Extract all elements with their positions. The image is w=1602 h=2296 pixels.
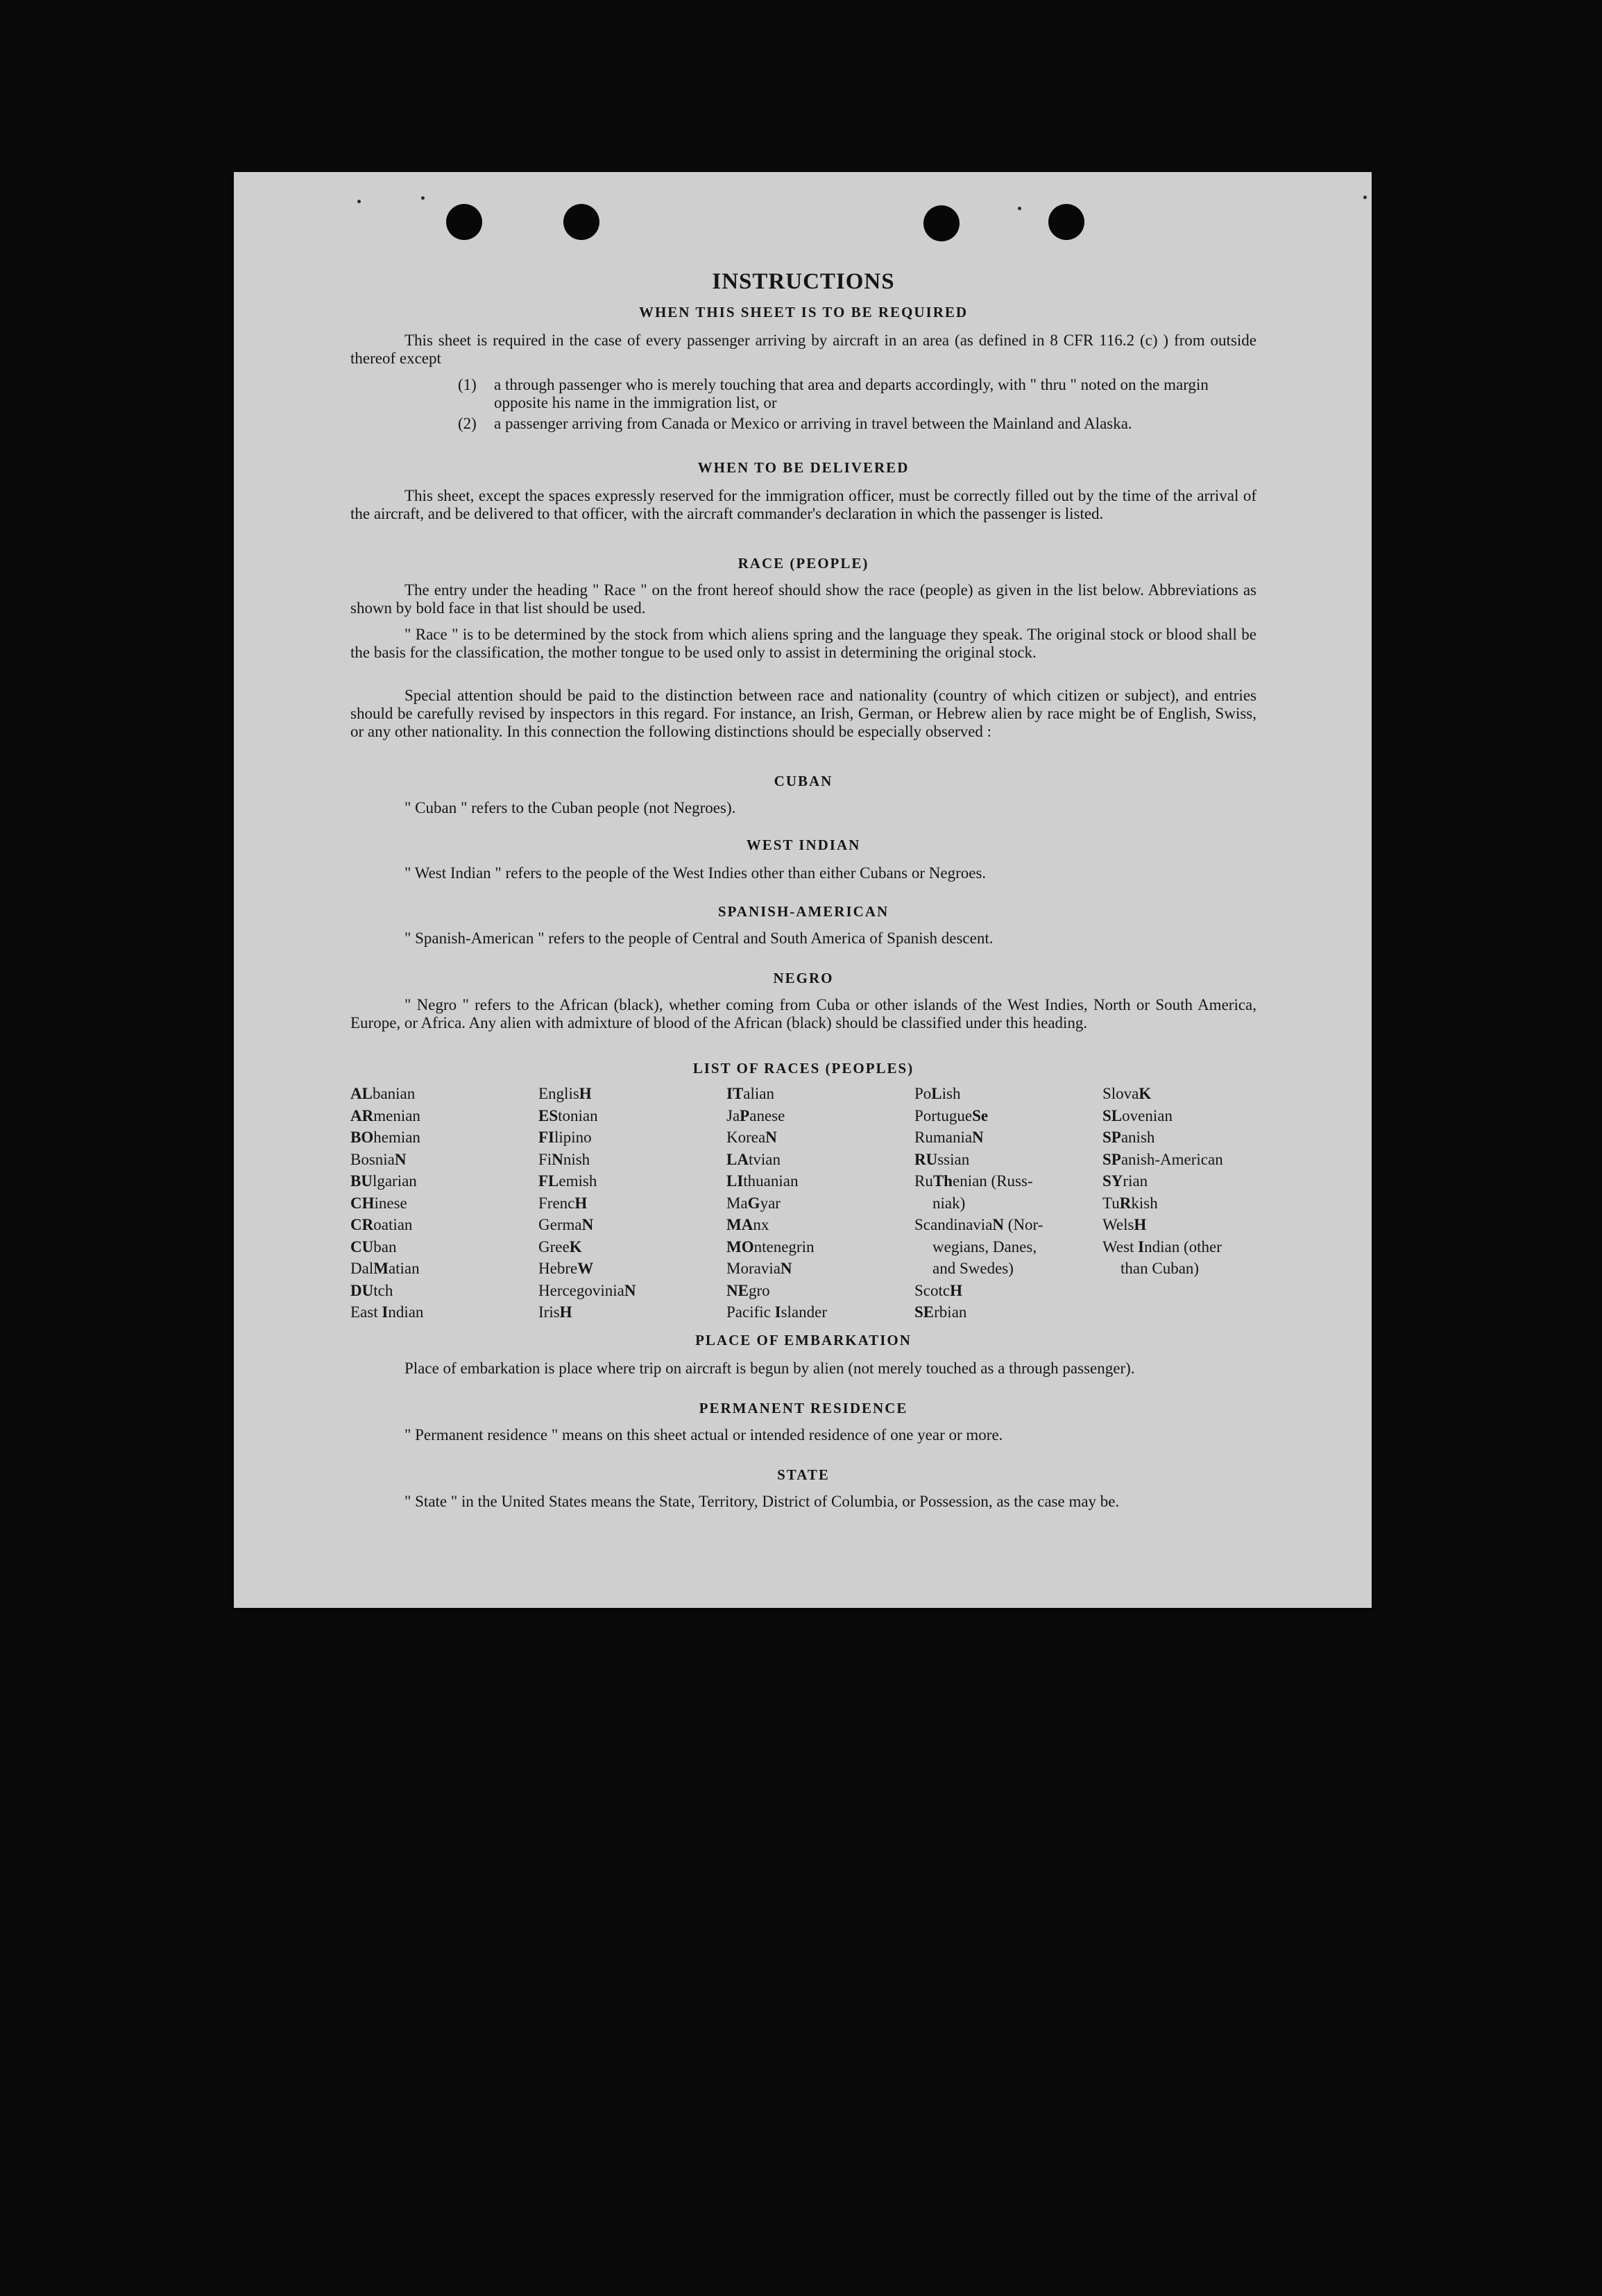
heading-cuban: CUBAN bbox=[774, 773, 833, 789]
race-entry: GermaN bbox=[538, 1216, 594, 1233]
race-entry: CRoatian bbox=[350, 1216, 413, 1233]
speck bbox=[421, 196, 425, 200]
race-entry: BOhemian bbox=[350, 1129, 420, 1146]
race-entry: CUban bbox=[350, 1237, 397, 1256]
heading-west-indian: WEST INDIAN bbox=[746, 837, 861, 853]
race-entry: WelsH bbox=[1102, 1216, 1147, 1233]
heading-negro: NEGRO bbox=[773, 970, 834, 986]
race-entry: HebreW bbox=[538, 1260, 594, 1277]
race-entry: TuRkish bbox=[1102, 1194, 1158, 1212]
race-entry: ARmenian bbox=[350, 1106, 420, 1124]
punch-hole bbox=[563, 204, 599, 240]
page-title: INSTRUCTIONS bbox=[712, 269, 895, 294]
para-cuban: " Cuban " refers to the Cuban people (not Negroes). bbox=[404, 799, 736, 816]
speck bbox=[1018, 207, 1021, 210]
race-entry: East Indian bbox=[350, 1303, 424, 1321]
para-when-required: This sheet is required in the case of every passenger arriving by aircraft in an area (as defined in 8 CFR 116.2 (c) ) from outside thereof except bbox=[350, 332, 1256, 367]
race-entry: Pacific Islander bbox=[726, 1303, 827, 1321]
heading-permanent-residence: PERMANENT RESIDENCE bbox=[699, 1400, 908, 1416]
race-entry: MoraviaN bbox=[726, 1260, 792, 1277]
exception-item-1 bbox=[458, 376, 1256, 412]
race-entry: LIthuanian bbox=[726, 1172, 799, 1190]
speck bbox=[357, 200, 361, 203]
race-entry: SLovenian bbox=[1102, 1106, 1173, 1124]
race-entry: DalMatian bbox=[350, 1260, 420, 1277]
race-entry: RuThenian (Russ- bbox=[914, 1172, 1033, 1190]
race-entry: EStonian bbox=[538, 1106, 598, 1124]
para-west-indian: " West Indian " refers to the people of the West Indies other than either Cubans or Negroes. bbox=[404, 864, 987, 882]
race-entry: LAtvian bbox=[726, 1150, 781, 1168]
race-entry: MOntenegrin bbox=[726, 1237, 815, 1256]
race-entry: FIlipino bbox=[538, 1129, 592, 1146]
race-entry: SYrian bbox=[1102, 1172, 1148, 1190]
para-race-3: Special attention should be paid to the distinction between race and nationality (country of which citizen or subject), and entries should be carefully revised by inspectors in this regard. For instance, an Irish, German, or Hebrew alien by race might be of English, Swiss, or any other nationality. In this connection the following distinctions should be especially observed : bbox=[350, 687, 1256, 740]
race-entry: GreeK bbox=[538, 1237, 582, 1256]
race-entry: ScotcH bbox=[914, 1281, 962, 1299]
punch-hole bbox=[446, 204, 482, 240]
race-entry: CHinese bbox=[350, 1194, 407, 1212]
race-entry: ITalian bbox=[726, 1085, 774, 1102]
para-permanent-residence: " Permanent residence " means on this sheet actual or intended residence of one year or more. bbox=[404, 1426, 1003, 1443]
race-entry: DUtch bbox=[350, 1281, 393, 1299]
speck bbox=[1363, 196, 1367, 199]
document-sheet bbox=[234, 172, 1372, 1608]
item-text: a through passenger who is merely touching that area and departs accordingly, with " thru " noted on the margin opposite his name in the immigration list, or bbox=[494, 376, 1209, 411]
race-entry: ALbanian bbox=[350, 1085, 416, 1102]
item-number: (1) bbox=[458, 376, 477, 393]
race-column bbox=[1102, 1083, 1262, 1280]
race-entry: FrencH bbox=[538, 1194, 588, 1212]
race-entry: PoLish bbox=[914, 1085, 961, 1102]
para-state: " State " in the United States means the State, Territory, District of Columbia, or Possession, as the case may be. bbox=[404, 1493, 1120, 1510]
race-entry: than Cuban) bbox=[1120, 1260, 1200, 1277]
item-number: (2) bbox=[458, 415, 477, 432]
heading-state: STATE bbox=[777, 1466, 830, 1483]
item-text: a passenger arriving from Canada or Mexico or arriving in travel between the Mainland and Alaska. bbox=[494, 415, 1132, 432]
heading-list-of-races: LIST OF RACES (PEOPLES) bbox=[692, 1060, 914, 1077]
race-entry: NEgro bbox=[726, 1281, 770, 1299]
race-column bbox=[538, 1083, 726, 1323]
para-when-delivered: This sheet, except the spaces expressly reserved for the immigration officer, must be correctly filled out by the time of the arrival of the aircraft, and be delivered to that officer, with the aircraft commander's declaration in which the passenger is listed. bbox=[350, 487, 1256, 522]
race-entry: KoreaN bbox=[726, 1129, 777, 1146]
race-entry: and Swedes) bbox=[932, 1260, 1014, 1277]
race-entry: EnglisH bbox=[538, 1085, 592, 1102]
race-entry: West Indian (other bbox=[1102, 1237, 1222, 1256]
race-entry: SErbian bbox=[914, 1303, 967, 1321]
race-entry: SPanish bbox=[1102, 1129, 1155, 1146]
heading-race: RACE (PEOPLE) bbox=[738, 555, 869, 572]
race-entry: FiNnish bbox=[538, 1150, 590, 1168]
race-entry: RumaniaN bbox=[914, 1129, 984, 1146]
race-entry: RUssian bbox=[914, 1150, 970, 1168]
race-entry: ScandinaviaN (Nor- bbox=[914, 1216, 1043, 1233]
race-entry: BosniaN bbox=[350, 1150, 407, 1168]
para-race-1: The entry under the heading " Race " on the front hereof should show the race (people) as given in the list below. Abbreviations as shown by bold face in that list should be used. bbox=[350, 581, 1256, 617]
race-entry: HercegoviniaN bbox=[538, 1281, 636, 1299]
punch-hole bbox=[1048, 204, 1084, 240]
race-entry: JaPanese bbox=[726, 1106, 785, 1124]
para-negro: " Negro " refers to the African (black), whether coming from Cuba or other islands of the West Indies, North or South America, Europe, or Africa. Any alien with admixture of blood of the African (black) should be classified under this heading. bbox=[350, 996, 1256, 1031]
para-race-2: " Race " is to be determined by the stock from which aliens spring and the language they speak. The original stock or blood shall be the basis for the classification, the mother tongue to be used only to assist in determining the original stock. bbox=[350, 626, 1256, 661]
para-embarkation: Place of embarkation is place where trip on aircraft is begun by alien (not merely touched as a through passenger). bbox=[404, 1360, 1135, 1377]
race-entry: MAnx bbox=[726, 1216, 769, 1233]
para-spanish-american: " Spanish-American " refers to the people of Central and South America of Spanish descent. bbox=[404, 929, 994, 947]
race-entry: MaGyar bbox=[726, 1194, 781, 1212]
heading-spanish-american: SPANISH-AMERICAN bbox=[717, 903, 889, 920]
exception-item-2 bbox=[458, 415, 1256, 433]
heading-when-delivered: WHEN TO BE DELIVERED bbox=[697, 459, 910, 476]
punch-hole bbox=[923, 205, 960, 241]
race-entry: SlovaK bbox=[1102, 1085, 1152, 1102]
race-entry: BUlgarian bbox=[350, 1172, 417, 1190]
race-column bbox=[914, 1083, 1102, 1323]
race-entry: SPanish-American bbox=[1102, 1150, 1223, 1168]
race-column bbox=[726, 1083, 914, 1323]
heading-embarkation: PLACE OF EMBARKATION bbox=[695, 1332, 912, 1348]
race-entry: niak) bbox=[932, 1194, 966, 1212]
race-column bbox=[350, 1083, 538, 1323]
race-entry: FLemish bbox=[538, 1172, 597, 1190]
race-entry: IrisH bbox=[538, 1303, 572, 1321]
heading-when-required: WHEN THIS SHEET IS TO BE REQUIRED bbox=[638, 304, 969, 320]
race-entry: PortugueSe bbox=[914, 1106, 989, 1124]
race-entry: wegians, Danes, bbox=[932, 1237, 1037, 1256]
